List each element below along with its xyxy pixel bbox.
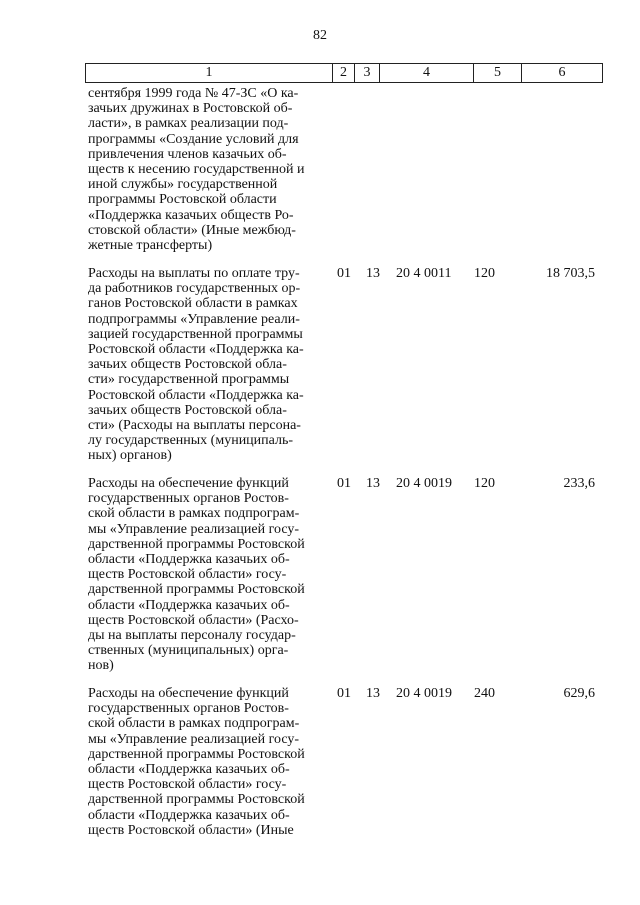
column-header-1: 1 (86, 64, 333, 82)
column-header-6: 6 (558, 65, 566, 80)
row-description: Расходы на выплаты по оплате тру- да работников государственных ор- ганов Ростовской области в рамках подпрограммы «Управление реали- зацией государственной программы Ростовской области «Поддержка ка- зачьих обществ Ростовской обла- сти» государственной программы Ростовской области «Поддержка ка- зачьих обществ Ростовской обла- сти» (Расходы на выплаты персона- лу государственных (муниципаль- ных) органов) (88, 266, 304, 464)
row-target-article: 20 4 0019 (396, 476, 452, 491)
row-subsection: 13 (366, 686, 380, 701)
page-number: 82 (313, 28, 327, 43)
row-target-article: 20 4 0019 (396, 686, 452, 701)
row-expense-type: 120 (474, 476, 495, 491)
row-section: 01 (337, 476, 351, 491)
row-description: сентября 1999 года № 47-ЗС «О ка- зачьих дружинах в Ростовской об- ласти», в рамках реализации под- программы «Создание условий для привлечения членов казачьих об- ществ к несению государственной и иной службы» государственной программы Ростовской области «Поддержка казачьих обществ Ро- стовской области» (Иные межбюд- жетные трансферты) (88, 86, 305, 254)
row-expense-type: 240 (474, 686, 495, 701)
column-header-5: 5 (474, 64, 522, 82)
row-subsection: 13 (366, 476, 380, 491)
row-subsection: 13 (366, 266, 380, 281)
row-description: Расходы на обеспечение функций государственных органов Ростов- ской области в рамках подпрограм- мы «Управление реализацией госу- дарственной программы Ростовской области «Поддержка казачьих об- ществ Ростовской области» госу- дарственной программы Ростовской области «Поддержка казачьих об- ществ Ростовской области» (Иные (88, 686, 305, 838)
row-description: Расходы на обеспечение функций государственных органов Ростов- ской области в рамках подпрограм- мы «Управление реализацией госу- дарственной программы Ростовской области «Поддержка казачьих об- ществ Ростовской области» госу- дарственной программы Ростовской области «Поддержка казачьих об- ществ Ростовской области» (Расхо- ды на выплаты персоналу государ- ственных (муниципальных) орга- нов) (88, 476, 305, 674)
column-header-2: 2 (333, 64, 355, 82)
row-target-article: 20 4 0011 (396, 266, 452, 281)
row-amount: 233,6 (563, 476, 595, 491)
table-header (85, 63, 603, 83)
column-header-4: 4 (380, 64, 474, 82)
row-amount: 18 703,5 (546, 266, 595, 281)
row-expense-type: 120 (474, 266, 495, 281)
column-header-3: 3 (355, 64, 380, 82)
row-section: 01 (337, 266, 351, 281)
row-section: 01 (337, 686, 351, 701)
row-amount: 629,6 (563, 686, 595, 701)
